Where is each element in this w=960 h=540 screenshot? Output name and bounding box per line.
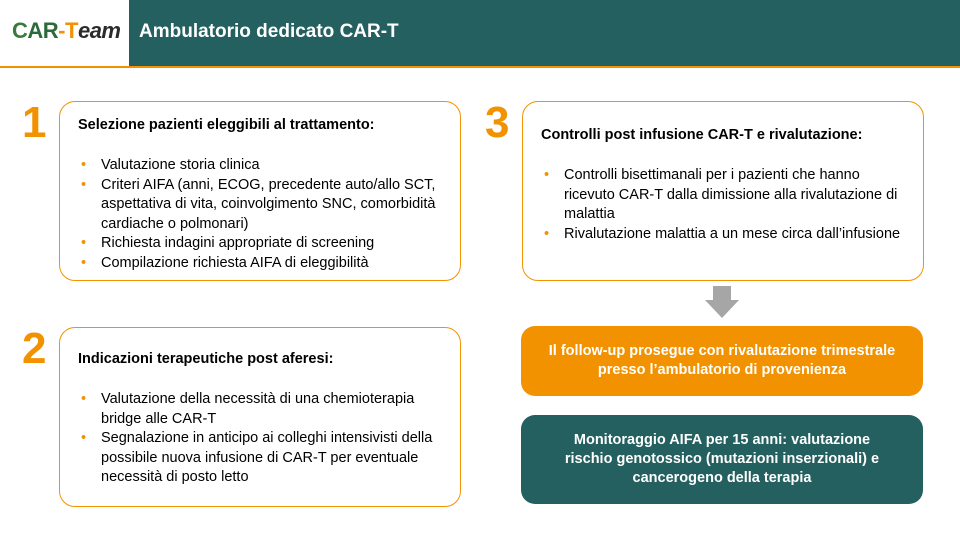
header [0,0,960,66]
logo-area [0,0,129,66]
section-2-card [59,327,461,507]
car-team-logo: CAR-Team [12,18,121,43]
section-1-number: 1 [22,98,47,147]
list-item: • Segnalazione in anticipo ai colleghi intensivisti della possibile nuova infusione di CAR-T per eventuale necessità di posto letto [81,430,433,485]
section-2-list [78,390,446,488]
down-arrow-icon [705,286,739,320]
section-2-heading: Indicazioni terapeutiche post aferesi: [78,351,334,367]
section-3-card [522,101,924,281]
monitoring-banner: Monitoraggio AIFA per 15 anni: valutazione rischio genotossico (mutazioni inserzionali) e cancerogeno della terapia [521,415,923,504]
bullet-icon: • [544,225,550,242]
list-item: • Compilazione richiesta AIFA di eleggibilità [78,254,446,274]
section-2-number: 2 [22,324,47,373]
section-1-heading: Selezione pazienti eleggibili al trattamento: [78,117,375,133]
bullet-icon: • [81,430,87,446]
title-bar [129,0,960,66]
section-3-list [541,166,909,244]
section-3-number: 3 [485,98,510,147]
bullet-icon: • [81,254,87,271]
section-3-heading: Controlli post infusione CAR-T e rivalutazione: [541,127,863,143]
list-item: • Criteri AIFA (anni, ECOG, precedente auto/allo SCT, aspettativa di vita, coinvolgimento SNC, comorbidità cardiache o polmonari) [81,176,436,232]
section-1-card [59,101,461,281]
page-title: Ambulatorio dedicato CAR-T [139,21,399,42]
header-divider [0,66,960,68]
bullet-icon: • [81,176,87,193]
followup-banner: Il follow-up prosegue con rivalutazione trimestrale presso l’ambulatorio di provenienza [521,326,923,396]
bullet-icon: • [81,235,87,251]
bullet-icon: • [544,167,550,183]
bullet-icon: • [81,391,87,407]
list-item: • Rivalutazione malattia a un mese circa dall’infusione [541,225,909,245]
list-item: • Valutazione della necessità di una chemioterapia bridge alle CAR-T [81,391,415,427]
bullet-icon: • [81,157,87,173]
list-item: • Valutazione storia clinica [78,156,446,176]
section-1-list [78,156,446,273]
list-item: • Richiesta indagini appropriate di screening [78,234,446,254]
list-item: • Controlli bisettimanali per i pazienti che hanno ricevuto CAR-T dalla dimissione alla rivalutazione di malattia [544,167,898,222]
